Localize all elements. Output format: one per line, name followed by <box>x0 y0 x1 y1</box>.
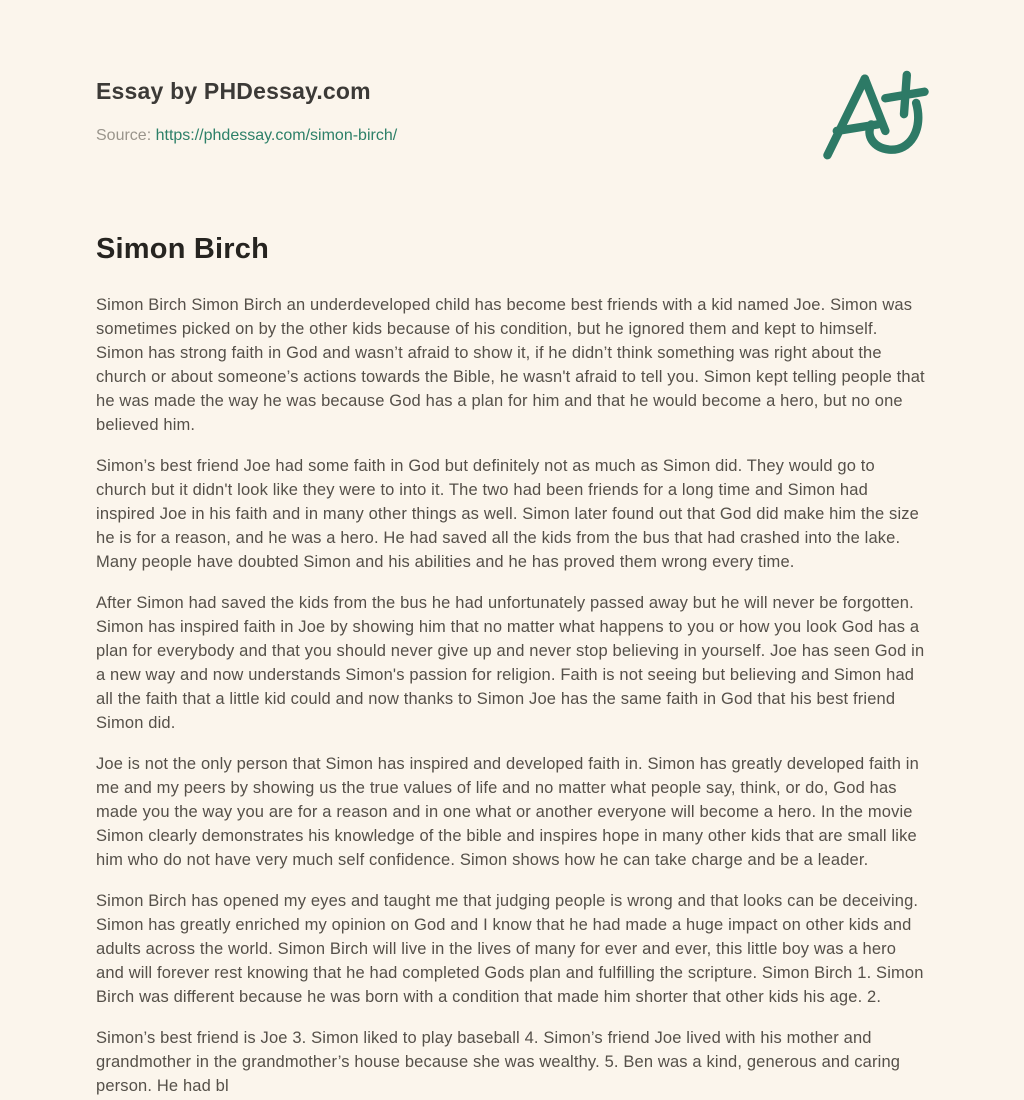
site-title: Essay by PHDessay.com <box>96 78 371 104</box>
essay-paragraph: Joe is not the only person that Simon has inspired and developed faith in. Simon has greatly developed faith in me and my peers by showing us the true values of life and no matter what people say, think, or do, God has made you the way you are for a reason and in one what or another everyone will become a hero. In the movie Simon clearly demonstrates his knowledge of the bible and inspires hope in many other kids that are small like him who do not have very much self confidence. Simon shows how he can take charge and be a leader. <box>96 755 919 869</box>
essay-paragraph: After Simon had saved the kids from the bus he had unfortunately passed away but he will never be forgotten. Simon has inspired faith in Joe by showing him that no matter what happens to you or how you look God has a plan for everybody and that you should never give up and never stop believing in yourself. Joe has seen God in a new way and now understands Simon's passion for religion. Faith is not seeing but believing and Simon had all the faith that a little kid could and now thanks to Simon Joe has the same faith in God that his best friend Simon did. <box>96 594 925 732</box>
source-url-link[interactable]: https://phdessay.com/simon-birch/ <box>155 127 398 144</box>
essay-paragraphs <box>96 293 928 1098</box>
essay-paragraph: Simon’s best friend Joe had some faith in God but definitely not as much as Simon did. They would go to church but it didn't look like they were to into it. The two had been friends for a long time and Simon had inspired Joe in his faith and in many other things as well. Simon later found out that God did make him the size he is for a reason, and he was a hero. He had saved all the kids from the bus that had crashed into the lake. Many people have doubted Simon and his abilities and he has proved them wrong every time. <box>96 457 919 571</box>
source-line <box>96 127 928 145</box>
essay-title: Simon Birch <box>96 233 269 265</box>
phdessay-aplus-logo-icon <box>820 68 932 164</box>
essay-paragraph: Simon Birch has opened my eyes and taught me that judging people is wrong and that looks can be deceiving. Simon has greatly enriched my opinion on God and I know that he had made a huge impact on other kids and adults across the world. Simon Birch will live in the lives of many for ever and ever, this little boy was a hero and will forever rest knowing that he had completed Gods plan and fulfilling the scripture. Simon Birch 1. Simon Birch was different because he was born with a condition that made him shorter that other kids his age. 2. <box>96 892 924 1006</box>
source-label: Source: <box>96 127 152 144</box>
essay-paragraph: Simon Birch Simon Birch an underdeveloped child has become best friends with a kid named Joe. Simon was sometimes picked on by the other kids because of his condition, but he ignored them and kept to himself. Simon has strong faith in God and wasn’t afraid to show it, if he didn’t think something was right about the church or about someone’s actions towards the Bible, he wasn't afraid to tell you. Simon kept telling people that he was made the way he was because God has a plan for him and that he would become a hero, but no one believed him. <box>96 296 925 434</box>
essay-paragraph: Simon’s best friend is Joe 3. Simon liked to play baseball 4. Simon’s friend Joe lived with his mother and grandmother in the grandmother’s house because she was wealthy. 5. Ben was a kind, generous and caring person. He had bl <box>96 1029 901 1095</box>
